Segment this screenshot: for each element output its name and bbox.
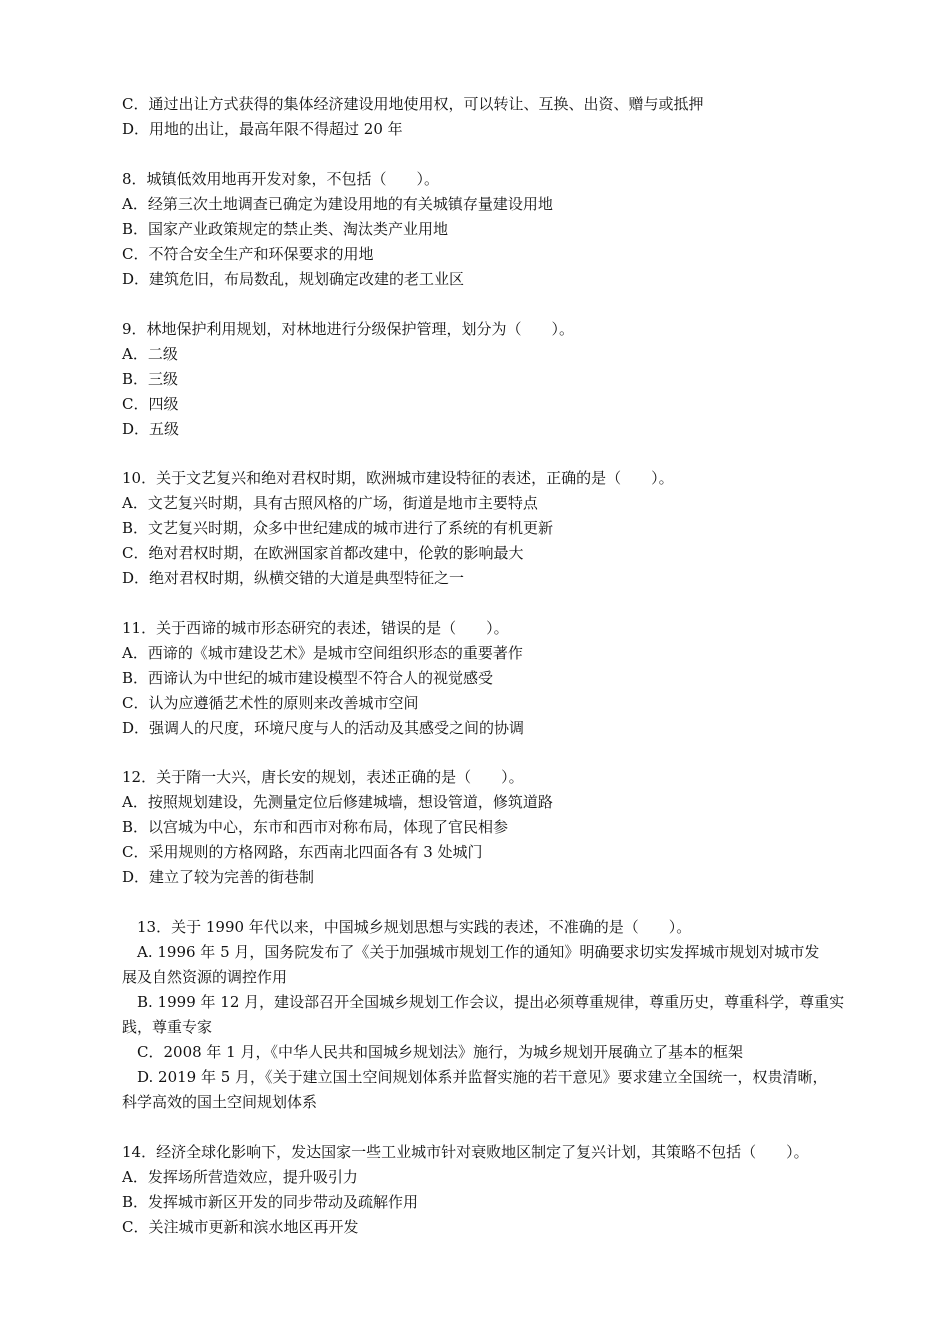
q11-option-c: C．认为应遵循艺术性的原则来改善城市空间 — [122, 694, 419, 712]
q12-option-a: A．按照规划建设，先测量定位后修建城墙，想设管道，修筑道路 — [122, 793, 553, 811]
q11-option-d: D．强调人的尺度，环境尺度与人的活动及其感受之间的协调 — [122, 719, 525, 737]
q13-option-b-cont: 践，尊重专家 — [122, 1018, 213, 1036]
q10-option-b: B．文艺复兴时期，众多中世纪建成的城市进行了系统的有机更新 — [122, 519, 554, 537]
q9-option-c: C．四级 — [122, 395, 179, 413]
q9-option-a: A．二级 — [122, 345, 178, 363]
q11-stem: 11．关于西谛的城市形态研究的表述，错误的是（ ）。 — [122, 619, 509, 637]
q9-stem: 9．林地保护利用规划，对林地进行分级保护管理，划分为（ ）。 — [122, 320, 575, 338]
q11-option-b: B．西谛认为中世纪的城市建设模型不符合人的视觉感受 — [122, 669, 494, 687]
q9-option-b: B．三级 — [122, 370, 179, 388]
q9-option-d: D．五级 — [122, 420, 180, 438]
q10-stem: 10．关于文艺复兴和绝对君权时期，欧洲城市建设特征的表述，正确的是（ ）。 — [122, 469, 674, 487]
q13-option-b: B. 1999 年 12 月，建设部召开全国城乡规划工作会议，提出必须尊重规律，尊重历史，尊重科学，尊重实 — [137, 993, 845, 1011]
q14-stem: 14．经济全球化影响下，发达国家一些工业城市针对衰败地区制定了复兴计划，其策略不包括（ ）。 — [122, 1143, 809, 1161]
q13-option-a: A. 1996 年 5 月，国务院发布了《关于加强城市规划工作的通知》明确要求切实发挥城市规划对城市发 — [137, 943, 820, 961]
q11-option-a: A．西谛的《城市建设艺术》是城市空间组织形态的重要著作 — [122, 644, 523, 662]
q8-stem: 8．城镇低效用地再开发对象，不包括（ ）。 — [122, 170, 440, 188]
q14-option-a: A．发挥场所营造效应，提升吸引力 — [122, 1168, 358, 1186]
q7-option-d: D．用地的出让，最高年限不得超过 20 年 — [122, 120, 403, 138]
q8-option-b: B．国家产业政策规定的禁止类、淘汰类产业用地 — [122, 220, 449, 238]
q13-stem: 13．关于 1990 年代以来，中国城乡规划思想与实践的表述，不准确的是（ ）。 — [137, 918, 692, 936]
q13-option-d: D. 2019 年 5 月，《关于建立国土空间规划体系并监督实施的若干意见》要求建立全国统一，权贵清晰， — [137, 1068, 828, 1086]
q7-option-c: C．通过出让方式获得的集体经济建设用地使用权，可以转让、互换、出资、赠与或抵押 — [122, 95, 704, 113]
q8-option-a: A．经第三次土地调查已确定为建设用地的有关城镇存量建设用地 — [122, 195, 553, 213]
q12-stem: 12．关于隋一大兴，唐长安的规划，表述正确的是（ ）。 — [122, 768, 524, 786]
q14-option-b: B．发挥城市新区开发的同步带动及疏解作用 — [122, 1193, 419, 1211]
q10-option-a: A．文艺复兴时期，具有古照风格的广场，街道是地市主要特点 — [122, 494, 538, 512]
q8-option-c: C．不符合安全生产和环保要求的用地 — [122, 245, 374, 263]
q12-option-c: C．采用规则的方格网路，东西南北四面各有 3 处城门 — [122, 843, 483, 861]
q8-option-d: D．建筑危旧，布局数乱，规划确定改建的老工业区 — [122, 270, 465, 288]
q10-option-d: D．绝对君权时期，纵横交错的大道是典型特征之一 — [122, 569, 465, 587]
q13-option-d-cont: 科学高效的国土空间规划体系 — [122, 1093, 318, 1111]
q14-option-c: C．关注城市更新和滨水地区再开发 — [122, 1218, 359, 1236]
q12-option-d: D．建立了较为完善的街巷制 — [122, 868, 315, 886]
q10-option-c: C．绝对君权时期，在欧洲国家首都改建中，伦敦的影响最大 — [122, 544, 524, 562]
q13-option-a-cont: 展及自然资源的调控作用 — [122, 968, 288, 986]
q12-option-b: B．以宫城为中心，东市和西市对称布局，体现了官民相参 — [122, 818, 509, 836]
q13-option-c: C．2008 年 1 月，《中华人民共和国城乡规划法》施行，为城乡规划开展确立了基本的框架 — [137, 1043, 744, 1061]
